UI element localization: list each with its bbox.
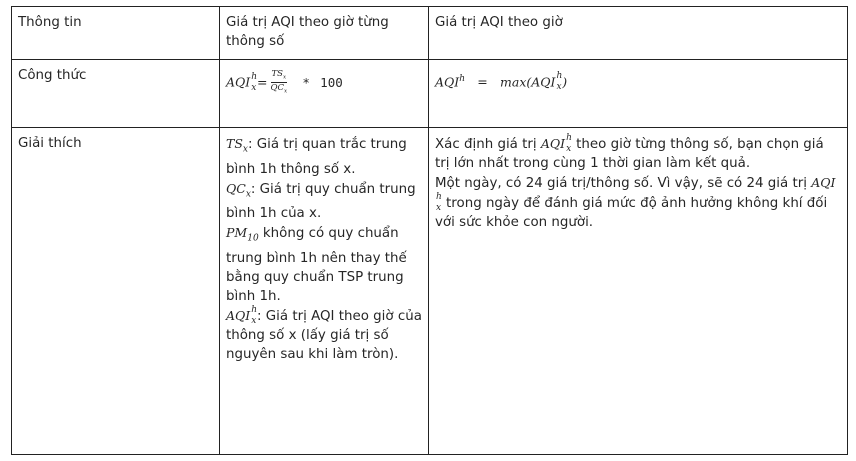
formula-label: Công thức bbox=[12, 60, 220, 128]
formula-aqi-sub: x bbox=[251, 82, 257, 93]
explain-ts: $TS_x$: Giá trị quan trắc trung bình 1h thông số x. bbox=[226, 136, 407, 177]
explanation-label: Giải thích bbox=[12, 128, 220, 455]
explanation-hourly bbox=[429, 128, 848, 455]
formula-times: * bbox=[302, 74, 310, 90]
explain-select-max: Xác định giá trị AQI h x theo giờ từng thông số, bạn chọn giá trị lớn nhất trong cùng 1 thời gian làm kết quả. bbox=[435, 133, 824, 171]
formula-fraction bbox=[271, 70, 288, 95]
explanation-hourly-per-param bbox=[220, 128, 429, 455]
explain-24-values: Một ngày, có 24 giá trị/thông số. Vì vậy, sẽ có 24 giá trị AQI h x trong ngày để đánh giá mức độ ảnh hưởng không khí đối với sức khỏe con người. bbox=[435, 175, 836, 230]
formula2-equals: = bbox=[477, 74, 488, 90]
explain-qc: $QC_x$: Giá trị quy chuẩn trung bình 1h của x. bbox=[226, 180, 416, 222]
formula-hourly-per-param bbox=[220, 60, 429, 128]
explain-aqi: AQI h x : Giá trị AQI theo giờ của thông số x (lấy giá trị số nguyên sau khi làm tròn). bbox=[226, 305, 422, 363]
fraction-numerator-sub: x bbox=[283, 74, 287, 81]
formula-hourly bbox=[429, 60, 848, 128]
formula2-arg-sub: x bbox=[556, 82, 562, 93]
explain-pm10: $PM_{10}$ không có quy chuẩn trung bình 1h nên thay thế bằng quy chuẩn TSP trung bình 1h. bbox=[226, 225, 407, 305]
formula-equals: = bbox=[257, 74, 268, 90]
header-cell-hourly-per-param: Giá trị AQI theo giờ từng thông số bbox=[220, 7, 429, 60]
formula-factor: 100 bbox=[320, 74, 343, 90]
formula2-aqi-lhs: AQI bbox=[435, 74, 460, 90]
formula-row bbox=[12, 60, 848, 128]
aqi-info-table bbox=[11, 6, 848, 455]
header-cell-hourly: Giá trị AQI theo giờ bbox=[429, 7, 848, 60]
fraction-denominator: QC bbox=[270, 83, 284, 94]
header-cell-info: Thông tin bbox=[12, 7, 220, 60]
formula2-arg-sup: h bbox=[556, 71, 563, 82]
formula2-max: max(AQI bbox=[500, 74, 556, 90]
formula-aqi-lhs: AQI bbox=[226, 74, 251, 90]
formula2-close: ) bbox=[562, 74, 568, 90]
explanation-row bbox=[12, 128, 848, 455]
fraction-denominator-sub: x bbox=[283, 88, 288, 95]
fraction-numerator: TS bbox=[271, 69, 283, 79]
formula-aqi-sup: h bbox=[251, 71, 258, 82]
formula2-aqi-sup: h bbox=[459, 74, 466, 84]
header-row bbox=[12, 7, 848, 60]
